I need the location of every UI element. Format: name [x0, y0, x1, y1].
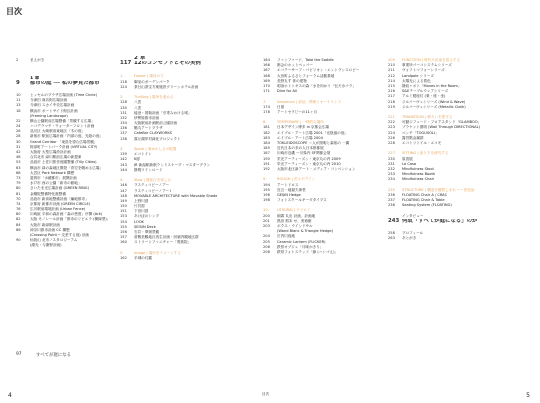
toc-page-num: 214 [388, 78, 395, 83]
toc-entry-text: 露営階金属群 [402, 135, 424, 140]
toc-entry-text: Spiral | 奥ゆかしさの配置 [134, 147, 177, 151]
toc-page-num: 226 [388, 135, 395, 140]
chapter-title-text: 12のコンセプトとその実例 [134, 61, 201, 67]
toc-page-num: 10 [16, 92, 21, 97]
toc-entry-text: 下田川邸 [134, 209, 149, 214]
toc-entry-text: 日邸 [277, 104, 285, 109]
toc-page-num: 178 [263, 109, 270, 114]
toc-entry-text: 都会のホットペッパー [277, 63, 313, 68]
toc-page-num: 170 [263, 83, 270, 88]
footer-section-label: 目次 [262, 392, 270, 396]
toc-closing-entry [16, 352, 71, 358]
toc-page-num: 166 [263, 63, 270, 68]
toc-page-num: 157 [120, 235, 127, 240]
toc-page-num: 235 [388, 187, 395, 192]
toc-page-num: 162 [120, 255, 127, 260]
toc-entry-text: 平城の灯籠 [134, 255, 152, 260]
toc-entry-text: 品島市 新高地整備計画「編地都市」 [30, 196, 89, 201]
toc-entry-text: SITTING | 座り方を研究する [402, 151, 449, 156]
page-number-left: 4 [8, 392, 12, 399]
toc-entry-text: 大阪市北区新アート・メディア・コンベンション [277, 166, 356, 171]
toc-page-num: 81 [16, 191, 21, 196]
toc-entry-text: 大阪府 大型広場設計計画 [30, 150, 71, 154]
toc-page-num: 236 [388, 192, 395, 197]
toc-entry-text: UTSURAI | ウツロイ [277, 208, 311, 213]
toc-page-num: 2 [16, 58, 19, 62]
toc-entry-text: プロフィール [402, 231, 424, 235]
toc-page-num: 150 [120, 204, 127, 209]
toc-page-num: 26 [16, 129, 21, 134]
toc-page-num: 4. [120, 178, 124, 183]
toc-page-num: 215 [388, 83, 395, 88]
toc-column-1 [16, 58, 128, 249]
toc-entry-text: Image | 場所をイメージする [134, 250, 181, 255]
toc-page-num: 80 [16, 212, 21, 217]
chapter-title [120, 61, 280, 69]
toc-entry-text: 品島市 土佐川旅舎庭園整備 (Tilly Cities) [30, 160, 97, 165]
toc-page-num: 203 [263, 224, 270, 228]
toc-entry-text: エイブル・アート広場 2004 [277, 135, 323, 140]
toc-entry-text: 狂言・地獄天神堂 [277, 187, 306, 192]
interview-label-text: インタビュー [402, 213, 424, 218]
toc-page-num: 182 [263, 130, 270, 135]
toc-entry-text: ハコデラマチ・ウォーターフロント計画 [30, 124, 95, 129]
spacer [263, 255, 423, 260]
toc-page-num: 238 [388, 203, 395, 208]
toc-entry-text: ブラケット照明 (Wall Through DIRECTIONAL) [402, 125, 480, 130]
toc-entry-text: 滋賀市「水鏡都市」展開計画 [30, 175, 77, 180]
toc-entry-text: MOVABLE ARCHITECTURE with Movable Shade [134, 193, 218, 198]
toc-page-num: 86 [16, 227, 21, 232]
toc-entry-text: Seating System (FLOATING) [402, 203, 452, 208]
toc-entry-text: 伊勢原都市計画 [134, 115, 160, 120]
toc-entry-text: 今津田 スカイ中央広場計画 [30, 103, 75, 108]
toc-page-num: 154 [120, 219, 127, 224]
toc-entry-text: 栄光アーティーズン・東京丸の内 2009 [277, 156, 341, 161]
toc-page-num: 132 [120, 115, 127, 120]
toc-entry-text: エコトリトイル・エコモ [402, 141, 442, 145]
toc-page-num: 222 [388, 120, 395, 125]
toc-page-num: 73 [16, 175, 21, 180]
toc-page-num: 208 [263, 249, 270, 254]
toc-page-num: 142 [120, 157, 127, 162]
toc-entry-text: 茶臼山茶宝方案施設グリーンホテル計画 [134, 84, 199, 89]
toc-entry-text: SEISIN Deck [134, 224, 156, 229]
toc-page-num: 237 [388, 198, 395, 203]
toc-entry-text: 片貝邸 [134, 204, 145, 209]
toc-entry-text: ファンファード、Take the Saddle [277, 58, 334, 62]
toc-entry-text: 京都府 新都市計画 (GREEN CIRCLE) [30, 201, 91, 206]
toc-page-num: 201 [263, 218, 270, 223]
toc-page-num: 82 [16, 217, 21, 222]
toc-entry-text: 大田町ふるさとフォーラム活動基地 [277, 73, 335, 78]
toc-entry-text: エコテーサーフ・パビリオン・エントランスロビー [277, 68, 360, 73]
toc-entry-text: 熱田 熊本 せ、美術館 [277, 218, 312, 223]
toc-entry-text: 横山公園駅前広場整備「景観する広場」 [30, 118, 95, 123]
toc-entry-text: Ceramic Lantern (FLICKER) [277, 239, 326, 244]
toc-page-num: 97 [16, 352, 22, 357]
toc-entry-text: ヒッセルのプラザ広場計画 (Time Circle) [30, 92, 97, 97]
chapter-title [16, 81, 128, 88]
toc-entry-text: 明治ホトトギスの森「水を向かう「伝天水ナラ」 [277, 83, 356, 88]
toc-page-num: 136 [120, 126, 127, 131]
toc-page-num: 74 [16, 201, 21, 206]
toc-page-num: 195 [263, 187, 270, 192]
toc-entry-text: Mindfulness Booth [402, 172, 436, 177]
toc-page-num: 187 [263, 151, 270, 156]
toc-entry-text: 倉敷美観地区再生計画・回廊内観地区群 [134, 235, 199, 240]
toc-page-num: 5. [120, 250, 124, 255]
toc-page-num: 11 [16, 98, 21, 103]
toc-entry-text: Mindfulness Chair [402, 177, 435, 182]
toc-entry-text: フォトスクールギーダタイプス [277, 198, 327, 203]
toc-entry-text: ヴォフトマフォーシリーズ [402, 68, 445, 73]
toc-page-num: 9. [263, 177, 267, 182]
toc-page-num: 143 [120, 162, 127, 167]
toc-page-num: 128 [120, 100, 127, 105]
toc-page-num: 206 [263, 244, 270, 249]
toc-entry-text: 太陽光による着色 [402, 78, 431, 83]
toc-page-num: 219 [388, 104, 395, 109]
toc-page-num: 200 [263, 213, 270, 218]
toc-entry-text: TEMPORARY | 一時的な場所 [277, 120, 324, 125]
toc-page-num: 230 [388, 156, 395, 161]
chapter-label-text: 2 章 [134, 56, 146, 61]
toc-entry-text: 大阪駅前計画駅前公園計画 [134, 121, 178, 126]
toc-page-num: 70 [16, 196, 21, 201]
toc-entry-text: 静岡ワインロード [134, 167, 163, 172]
toc-entry-text: 朝霧 丸出 計画、計画地 [277, 213, 316, 218]
toc-page-num: 68 [16, 170, 21, 175]
toc-page-num: 156 [120, 230, 127, 234]
toc-page-num: 1. [120, 74, 124, 79]
toc-entry [16, 243, 128, 248]
toc-page-num: 233 [388, 172, 395, 177]
toc-entry-text: La Casa [402, 161, 417, 166]
toc-entry-text: GEIJIN Hedge [277, 192, 301, 197]
toc-page-num: 167 [263, 68, 270, 73]
toc-page-num: 171 [263, 89, 270, 94]
toc-entry-text: 鉄骨オブジェ「月味かきり」 [277, 244, 324, 249]
toc-entry-text: 御室のガーデンパーク [134, 79, 170, 84]
toc-page-num: 18 [16, 108, 21, 113]
toc-entry-text: CafeBar CLAYWORKS [134, 131, 172, 136]
toc-entry-text: LOOK [134, 219, 144, 224]
toc-page-num: 124 [120, 84, 127, 89]
toc-page-num: 192 [263, 166, 270, 171]
toc-page-num: 190 [263, 156, 270, 161]
toc-page-num [16, 243, 30, 248]
toc-page-num: 227 [388, 151, 395, 156]
toc-entry-text: 大宮区 Park Network 構想 [30, 170, 75, 175]
toc-entry-text: ラスティコビーノアー I [134, 188, 172, 193]
toc-page-num: 223 [388, 125, 395, 130]
toc-entry-text: Dine for All [277, 89, 297, 94]
toc-entry-text: あとがき [402, 236, 417, 241]
toc-entry-text: エコトイレ [134, 152, 152, 157]
toc-entry-text: 近代日本の多の人日本都都展 [277, 146, 324, 151]
toc-page-num: 191 [263, 161, 270, 166]
toc-entry-text: 神奈川都市計画 CC 構想 [30, 227, 70, 232]
toc-page-num: 232 [388, 166, 395, 171]
toc-entry-text: TOKLEIDOSCOPE 〜人が照明と森宿の 一翼 [277, 141, 350, 145]
toc-page-num: 212 [388, 73, 395, 78]
toc-entry-text: 金剛院整備特化港整備 [30, 191, 66, 196]
toc-entry-text: Flower | 場所の力 [134, 74, 164, 79]
toc-entry-text: 霧丘湖岸村緑化プロジェクト [134, 136, 181, 141]
toc-page-num: 184 [263, 141, 270, 145]
toc-page-num: 80 [16, 186, 21, 191]
toc-page-num: 149 [120, 198, 127, 203]
toc-page-num: 76 [16, 207, 21, 212]
toc-entry-text: 静寂ヶボト「Moves in the Room」 [402, 83, 462, 88]
toc-entry-text: Sequence | 部品、関係とオーケストラ [277, 99, 342, 104]
toc-entry-text: (湖光・与謝野計画) [30, 243, 62, 248]
toc-entry-text: ジルバーヴェシリーズ (Wind & Wave) [402, 99, 466, 104]
toc-page-num: 155 [120, 224, 127, 229]
toc-page-num: 234 [388, 177, 395, 182]
toc-page-num: 147 [120, 188, 127, 193]
toc-page-num: 63 [16, 165, 21, 170]
toc-page-num: 148 [120, 193, 127, 198]
toc-page-num: 217 [388, 94, 395, 99]
toc-afterword-entry [388, 236, 540, 241]
toc-page-num: 130 [120, 105, 127, 110]
toc-page-num: 168 [263, 73, 270, 78]
toc-entry-text: 鶴丸アートプラザ [134, 126, 163, 131]
toc-entry-text: (Crossing Point ─ 交差する庭) 計画 [30, 233, 90, 237]
toc-entry-text: TRANSITION | 移ろいを愛ずる [402, 115, 453, 120]
interview-title-text: 何故「すべてが庭になる」のか [402, 218, 478, 224]
toc-entry-text: 広川駅前環境計画 (Urban Fence) [30, 207, 86, 212]
toc-entry-text: 鉄骨フォトステッド「線 (ハシゴえ)」 [277, 249, 339, 254]
toc-page-num: 196 [263, 192, 270, 197]
toc-page-num: 79 [16, 181, 21, 186]
toc-entry-text: まえがき [30, 58, 45, 62]
toc-entry-text: ベンチ「TOGUSOLI」 [402, 130, 439, 135]
toc-page-num: 169 [263, 78, 270, 83]
toc-entry-text: Grand Corridor 「東鳥を望む広場景観」 [30, 139, 98, 144]
toc-entry-text: 栄光アーティーズン・東京丸の内 2010 [277, 161, 341, 166]
toc-page-num: 144 [120, 167, 127, 172]
toc-page-num: 151 [120, 209, 127, 214]
spacer [16, 68, 128, 73]
toc-page-num: 137 [120, 131, 127, 136]
toc-entry-text: 今津田 商店街広場計画 [30, 98, 68, 103]
toc-page-num: 164 [263, 58, 270, 62]
toc-page-num: 198 [263, 198, 270, 203]
toc-page-num: 117 [120, 60, 132, 67]
toc-page-num: 8. [263, 120, 267, 125]
toc-page-num: 221 [388, 115, 395, 120]
toc-page-num: 139 [120, 152, 127, 157]
toc-page-num: 53 [16, 160, 21, 165]
toc-entry-text: 上野川邸 [134, 198, 149, 203]
toc-entry-text: 日本デザイン博多 in 京都会広場 [277, 125, 330, 130]
toc-entry-text: 横浜市 緑の森地区開発「青空を眺める広場」 [30, 165, 104, 170]
toc-page-num: 181 [263, 125, 270, 130]
toc-page-num: 9 [16, 79, 20, 86]
chapter-label-text: 1 章 [30, 75, 40, 81]
interview-title [388, 219, 540, 226]
toc-entry-text: ボクス・ウインドサル [277, 224, 313, 228]
toc-page-num: 209 [388, 58, 395, 62]
toc-page-num: 2. [120, 95, 124, 100]
toc-entry-text: JR 新潟駅新駅ランドスケープ・マスタープラン [134, 162, 211, 167]
toc-entry-text: アートドロス [277, 182, 299, 187]
toc-entry-text: 阿部町アートパーク計画 (VIRTUAL CITY) [30, 144, 98, 149]
toc-page-num: 224 [388, 130, 395, 135]
toc-page-num: 160 [120, 240, 127, 245]
toc-entry-text: (Framing Landscape) [30, 113, 68, 118]
toc-entry-text: 川崎區 平和の森計画「森の密度」序開 (Ark) [30, 212, 103, 217]
toc-page-num: 174 [263, 104, 270, 109]
toc-entry-text: 仙島山 北市ノスタロジーアム [30, 238, 78, 243]
toc-entry-text: アートセラピーの11ヶ月 [277, 109, 318, 114]
toc-entry-text: Landpole シリーズ [402, 73, 434, 78]
page-number-right: 5 [526, 392, 530, 399]
toc-entry-text: ラスティコビーノアー [134, 183, 170, 188]
toc-entry-text: Thrilling | 場所を進める [134, 95, 174, 100]
toc-page-num: 216 [388, 89, 395, 94]
toc-page-num: 134 [120, 121, 127, 126]
toc-entry-text: ROUGH | 荒々やデイン [277, 177, 316, 182]
toc-page-num: 228 [388, 141, 395, 145]
toc-page-num: 28 [16, 134, 21, 139]
toc-entry-text: 川崎市近畿 ー川県内 SF関都会展 [277, 151, 331, 156]
toc-entry-text: 合共北市 緑川駅前広場の新提案 [30, 155, 82, 160]
page-title: 目次 [6, 7, 22, 16]
toc-entry-text: Slow | 遅延行を楽しむ [134, 178, 172, 183]
toc-page-num: 30 [16, 139, 21, 144]
toc-page-num: 118 [120, 79, 127, 84]
toc-page-num: 22 [16, 118, 21, 123]
toc-entry-text: 能登・国衙計画「引寄みかける城」 [134, 110, 192, 115]
toc-entry-text: 大阪 モノレール計画「都市のリビエラ (横線型)」 [30, 217, 111, 222]
toc-entry-text: (Wand Blanc & Triangle Hedge) [277, 229, 333, 234]
toc-entry-text: S&Eテーブルウェアシリーズ [402, 89, 449, 94]
toc-entry-text: 横浜市 ポートサイド街区計画 [30, 108, 78, 113]
toc-page-num: 31 [16, 144, 21, 149]
toc-entry-text: さいたま光広場計画 (GREEN RING) [30, 186, 89, 191]
toc-page-num: 138 [120, 136, 127, 141]
toc-entry-text: 水戸市 西の公園「新市の館地」 [30, 181, 82, 186]
toc-page-num: 131 [120, 110, 127, 115]
toc-page-num: 205 [263, 239, 270, 244]
toc-entry-text: 大阪市 新緑駅計画 [30, 222, 60, 227]
toc-page-num: 90 [16, 238, 21, 243]
spacer [120, 261, 280, 266]
toc-page-num: 210 [388, 63, 395, 68]
toc-entry-text: ジルバーヴェシリーズ (Metallic Cloth) [402, 104, 466, 109]
toc-page-num: 10. [263, 208, 269, 213]
toc-entry-text: 品川区 大崎駅前東地区「木の庭」 [30, 129, 86, 134]
toc-page-num: 231 [388, 161, 395, 166]
toc-column-2 [120, 56, 280, 266]
toc-entry-text: 新宿市 駅前広場計画「内部の庭、光陰の庭」 [30, 134, 104, 139]
toc-entry-text: 石井・華街景観 [134, 230, 160, 234]
toc-entry-text: ストリートファニチャー「貴族院」 [134, 240, 192, 245]
toc-entry-text: 八雲 [134, 100, 142, 105]
toc-entry-text: FUNCTION | 時代や用途を語るする [402, 58, 461, 62]
toc-page-num: 7. [263, 99, 267, 104]
chapter-title-text: 都市の庭 ── 私の夢見た都市 [30, 80, 100, 86]
toc-page-num: 24 [16, 124, 21, 129]
toc-page-num: 153 [120, 214, 127, 219]
toc-page-num: 218 [388, 99, 395, 104]
toc-entry-text: FLOATING Chair A / CRAC [402, 192, 448, 197]
toc-entry-text: Mindfulness Stool [402, 166, 434, 171]
toc-page-num: 243 [388, 217, 400, 224]
toc-page-num: 183 [263, 135, 270, 140]
toc-page-num: 13 [16, 103, 21, 108]
toc-page-num: 263 [388, 236, 395, 241]
toc-page-num: 258 [388, 231, 395, 235]
toc-entry-text: 長野丸す 体の建物 [277, 78, 307, 83]
toc-entry-text: すべてが庭になる [36, 353, 72, 358]
toc-column-4 [388, 58, 540, 241]
toc-entry-text: エイブル・アート広場 2001「光陰風の庭」 [277, 130, 349, 135]
toc-page-num: 3. [120, 147, 124, 151]
toc-page-num: 211 [388, 68, 395, 73]
toc-page-num: 204 [263, 234, 270, 239]
toc-page-num: 185 [263, 146, 270, 151]
toc-entry-text: アルミ製庭灯 (乗・座・坐) [402, 94, 446, 99]
toc-page-num: 146 [120, 183, 127, 188]
toc-entry-text: FLOATING Chair & Table [402, 198, 445, 203]
toc-entry-text: 八雲 [134, 105, 142, 110]
toc-page-num: 84 [16, 222, 21, 227]
toc-entry-text: あけぼのシンプ [134, 214, 160, 219]
toc-page-num: 194 [263, 182, 270, 187]
toc-page-num: 48 [16, 155, 21, 160]
toc-page-num: 42 [16, 150, 21, 154]
toc-entry-text: 原善展 [402, 156, 413, 161]
toc-entry-text: STRUCTURE | 構造を観察しまれ ─ ─ 世造品 [402, 187, 475, 192]
toc-entry-text: K邸 [134, 157, 140, 162]
toc-entry-text: 庄内川庭地 [277, 234, 295, 239]
toc-entry-text: 事業所パーコシステムシリーズ [402, 63, 452, 68]
toc-entry-text: 可動ジフェード・フロアスタンド「GLAMBOO」 [402, 120, 482, 125]
